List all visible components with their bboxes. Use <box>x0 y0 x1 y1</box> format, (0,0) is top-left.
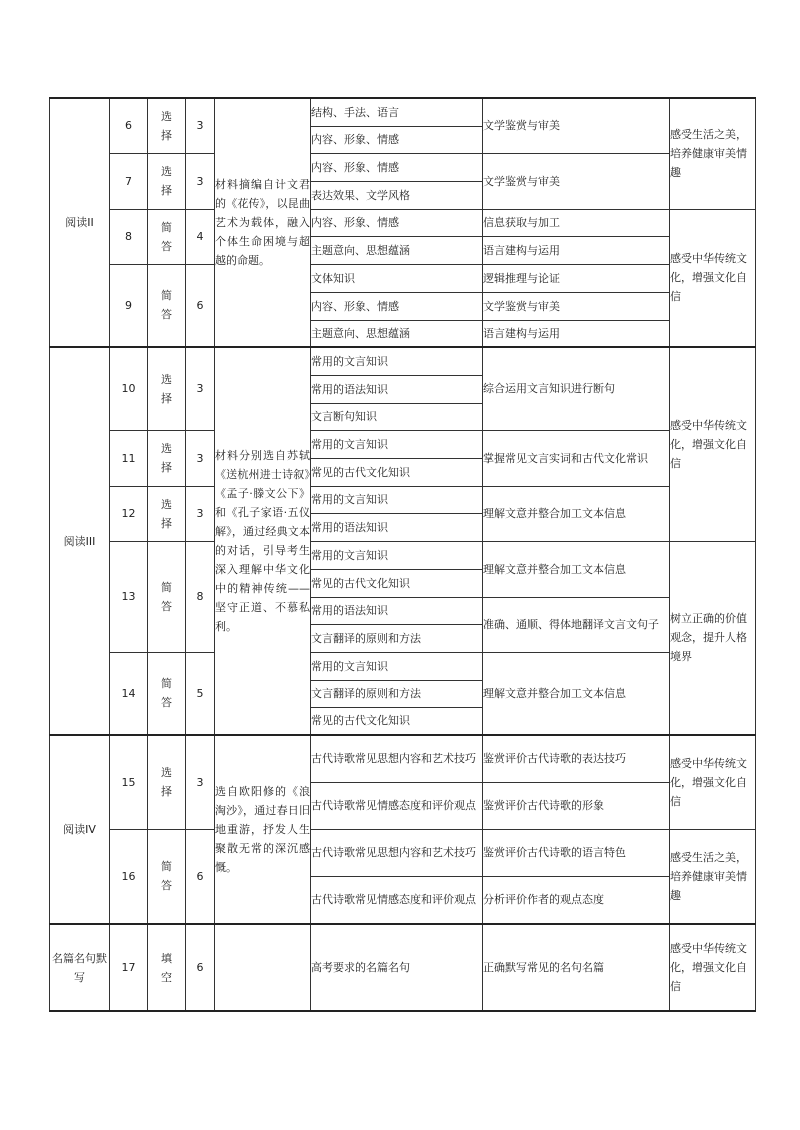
knowledge-point: 古代诗歌常见思想内容和艺术技巧 <box>311 829 483 876</box>
question-score: 6 <box>186 829 215 924</box>
question-score: 8 <box>186 541 215 652</box>
question-type: 简答 <box>161 860 172 893</box>
question-number: 15 <box>110 735 148 829</box>
knowledge-point: 结构、手法、语言 <box>311 98 483 126</box>
literacy-goal: 感受中华传统文化，增强文化自信 <box>670 735 756 829</box>
knowledge-point: 文体知识 <box>311 264 483 292</box>
knowledge-point: 文言翻译的原则和方法 <box>311 624 483 652</box>
ability-requirement: 鉴赏评价古代诗歌的语言特色 <box>483 829 670 876</box>
literacy-goal: 树立正确的价值观念，提升人格境界 <box>670 541 756 735</box>
material-description: 材料摘编自计文君的《花传》，以昆曲艺术为载体，融入个体生命困境与超越的命题。 <box>215 98 311 347</box>
knowledge-point: 常用的文言知识 <box>311 430 483 458</box>
ability-requirement: 理解文意并整合加工文本信息 <box>483 541 670 597</box>
knowledge-point: 常用的文言知识 <box>311 486 483 513</box>
question-score: 4 <box>186 209 215 264</box>
ability-requirement: 文学鉴赏与审美 <box>483 153 670 209</box>
section-label: 阅读II <box>50 98 110 347</box>
question-type: 选择 <box>161 766 172 799</box>
question-score: 3 <box>186 486 215 541</box>
question-score: 6 <box>186 924 215 1011</box>
knowledge-point: 常用的文言知识 <box>311 347 483 375</box>
knowledge-point: 常用的语法知识 <box>311 513 483 541</box>
literacy-goal: 感受生活之美，培养健康审美情趣 <box>670 98 756 209</box>
section-label: 名篇名句默写 <box>50 924 110 1011</box>
knowledge-point: 内容、形象、情感 <box>311 153 483 181</box>
knowledge-point: 古代诗歌常见情感态度和评价观点 <box>311 876 483 924</box>
question-type: 简答 <box>161 677 172 710</box>
literacy-goal: 感受中华传统文化，增强文化自信 <box>670 924 756 1011</box>
ability-requirement: 理解文意并整合加工文本信息 <box>483 652 670 735</box>
ability-requirement: 语言建构与运用 <box>483 236 670 264</box>
knowledge-point: 常用的文言知识 <box>311 541 483 569</box>
knowledge-point: 古代诗歌常见思想内容和艺术技巧 <box>311 735 483 782</box>
knowledge-point: 文言翻译的原则和方法 <box>311 680 483 707</box>
material-description: 选自欧阳修的《浪淘沙》，通过春日旧地重游，抒发人生聚散无常的深沉感慨。 <box>215 735 311 924</box>
ability-requirement: 综合运用文言知识进行断句 <box>483 347 670 430</box>
question-type: 简答 <box>161 220 172 253</box>
exam-spec-table <box>49 97 756 1012</box>
question-number: 14 <box>110 652 148 735</box>
knowledge-point: 古代诗歌常见情感态度和评价观点 <box>311 782 483 829</box>
knowledge-point: 常见的古代文化知识 <box>311 569 483 597</box>
knowledge-point: 表达效果、文学风格 <box>311 181 483 209</box>
question-number: 16 <box>110 829 148 924</box>
knowledge-point: 主题意向、思想蕴涵 <box>311 320 483 347</box>
ability-requirement: 信息获取与加工 <box>483 209 670 236</box>
question-number: 9 <box>110 264 148 347</box>
knowledge-point: 常用的语法知识 <box>311 375 483 403</box>
question-number: 17 <box>110 924 148 1011</box>
section-label: 阅读III <box>50 347 110 735</box>
question-number: 7 <box>110 153 148 209</box>
ability-requirement: 鉴赏评价古代诗歌的表达技巧 <box>483 735 670 782</box>
literacy-goal: 感受生活之美，培养健康审美情趣 <box>670 829 756 924</box>
question-type: 选择 <box>161 372 172 405</box>
question-type: 选择 <box>161 442 172 474</box>
knowledge-point: 常用的语法知识 <box>311 597 483 624</box>
ability-requirement: 逻辑推理与论证 <box>483 264 670 292</box>
question-type: 简答 <box>161 580 172 613</box>
question-number: 11 <box>110 430 148 486</box>
question-type: 简答 <box>161 289 172 322</box>
question-number: 6 <box>110 98 148 153</box>
question-score: 3 <box>186 430 215 486</box>
question-type: 填空 <box>161 951 172 984</box>
knowledge-point: 内容、形象、情感 <box>311 292 483 320</box>
knowledge-point: 文言断句知识 <box>311 403 483 430</box>
literacy-goal: 感受中华传统文化，增强文化自信 <box>670 347 756 541</box>
question-number: 8 <box>110 209 148 264</box>
ability-requirement: 准确、通顺、得体地翻译文言文句子 <box>483 597 670 652</box>
knowledge-point: 常见的古代文化知识 <box>311 707 483 735</box>
ability-requirement: 掌握常见文言实词和古代文化常识 <box>483 430 670 486</box>
question-number: 13 <box>110 541 148 652</box>
section-label: 阅读IV <box>50 735 110 924</box>
question-number: 10 <box>110 347 148 430</box>
ability-requirement: 理解文意并整合加工文本信息 <box>483 486 670 541</box>
question-score: 6 <box>186 264 215 347</box>
knowledge-point: 常见的古代文化知识 <box>311 458 483 486</box>
knowledge-point: 高考要求的名篇名句 <box>311 924 483 1011</box>
question-score: 5 <box>186 652 215 735</box>
question-type: 选择 <box>161 497 172 530</box>
ability-requirement: 分析评价作者的观点态度 <box>483 876 670 924</box>
question-type: 选择 <box>161 109 172 142</box>
ability-requirement: 鉴赏评价古代诗歌的形象 <box>483 782 670 829</box>
material-description: 材料分别选自苏轼《送杭州进士诗叙》《孟子·滕文公下》和《孔子家语·五仪解》，通过经典文本的对话，引导考生深入理解中华文化中的精神传统——坚守正道、不慕私利。 <box>215 347 311 735</box>
ability-requirement: 正确默写常见的名句名篇 <box>483 924 670 1011</box>
ability-requirement: 文学鉴赏与审美 <box>483 292 670 320</box>
knowledge-point: 主题意向、思想蕴涵 <box>311 236 483 264</box>
question-type: 选择 <box>161 165 172 197</box>
literacy-goal: 感受中华传统文化，增强文化自信 <box>670 209 756 347</box>
question-score: 3 <box>186 153 215 209</box>
knowledge-point: 内容、形象、情感 <box>311 209 483 236</box>
question-score: 3 <box>186 347 215 430</box>
ability-requirement: 语言建构与运用 <box>483 320 670 347</box>
ability-requirement: 文学鉴赏与审美 <box>483 98 670 153</box>
material-description <box>215 924 311 1011</box>
knowledge-point: 常用的文言知识 <box>311 652 483 680</box>
knowledge-point: 内容、形象、情感 <box>311 126 483 153</box>
question-score: 3 <box>186 98 215 153</box>
question-score: 3 <box>186 735 215 829</box>
question-number: 12 <box>110 486 148 541</box>
